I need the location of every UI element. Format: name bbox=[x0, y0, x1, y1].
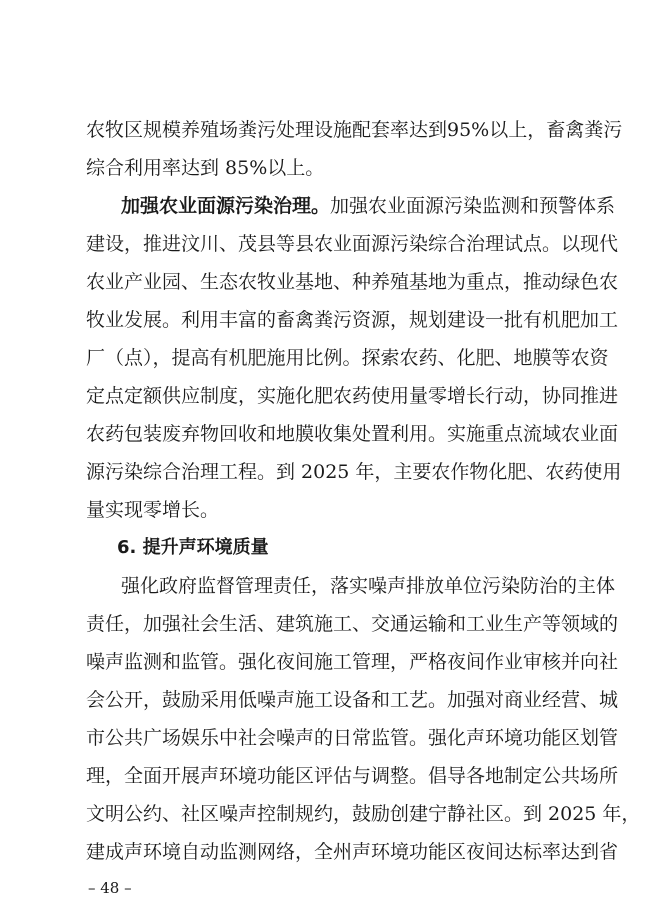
paragraph-2-line-4: 牧业发展。利用丰富的畜禽粪污资源，规划建设一批有机肥加工 bbox=[86, 309, 619, 331]
paragraph-3-line-4: 会公开，鼓励采用低噪声施工设备和工艺。加强对商业经营、城 bbox=[86, 689, 619, 711]
paragraph-2-line-6: 定点定额供应制度，实施化肥农药使用量零增长行动，协同推进 bbox=[86, 385, 619, 407]
paragraph-1-line-1: 农牧区规模养殖场粪污处理设施配套率达到95%以上，畜禽粪污 bbox=[86, 119, 623, 141]
paragraph-2-lead: 加强农业面源污染治理。 bbox=[121, 195, 331, 217]
paragraph-3-line-3: 噪声监测和监管。强化夜间施工管理，严格夜间作业审核并向社 bbox=[86, 651, 619, 673]
paragraph-3-line-2: 责任，加强社会生活、建筑施工、交通运输和工业生产等领域的 bbox=[86, 613, 619, 635]
paragraph-2-line-3: 农业产业园、生态农牧业基地、种养殖基地为重点，推动绿色农 bbox=[86, 271, 619, 293]
paragraph-2-line-1 bbox=[121, 194, 616, 218]
paragraph-2-line-2: 建设，推进汶川、茂县等县农业面源污染综合治理试点。以现代 bbox=[86, 233, 619, 255]
paragraph-2-line-8: 源污染综合治理工程。到 2025 年，主要农作物化肥、农药使用 bbox=[86, 461, 622, 483]
paragraph-2-first-line-rest: 加强农业面源污染监测和预警体系 bbox=[330, 195, 616, 217]
paragraph-3-line-6: 理，全面开展声环境功能区评估与调整。倡导各地制定公共场所 bbox=[86, 765, 619, 787]
paragraph-3-line-1: 强化政府监督管理责任，落实噪声排放单位污染防治的主体 bbox=[121, 575, 616, 597]
paragraph-3-line-7: 文明公约、社区噪声控制规约，鼓励创建宁静社区。到 2025 年， bbox=[86, 803, 641, 825]
paragraph-1-line-2: 综合利用率达到 85%以上。 bbox=[86, 157, 325, 179]
paragraph-2-line-9: 量实现零增长。 bbox=[86, 499, 220, 521]
paragraph-3-line-8: 建成声环境自动监测网络，全州声环境功能区夜间达标率达到省 bbox=[86, 841, 619, 863]
paragraph-2-line-5: 厂（点），提高有机肥施用比例。探索农药、化肥、地膜等农资 bbox=[86, 347, 609, 369]
page-number: – 48 – bbox=[88, 879, 132, 897]
paragraph-2-line-7: 农药包装废弃物回收和地膜收集处置利用。实施重点流域农业面 bbox=[86, 423, 619, 445]
section-6-title: 6. 提升声环境质量 bbox=[117, 537, 269, 558]
paragraph-3-line-5: 市公共广场娱乐中社会噪声的日常监管。强化声环境功能区划管 bbox=[86, 727, 619, 749]
